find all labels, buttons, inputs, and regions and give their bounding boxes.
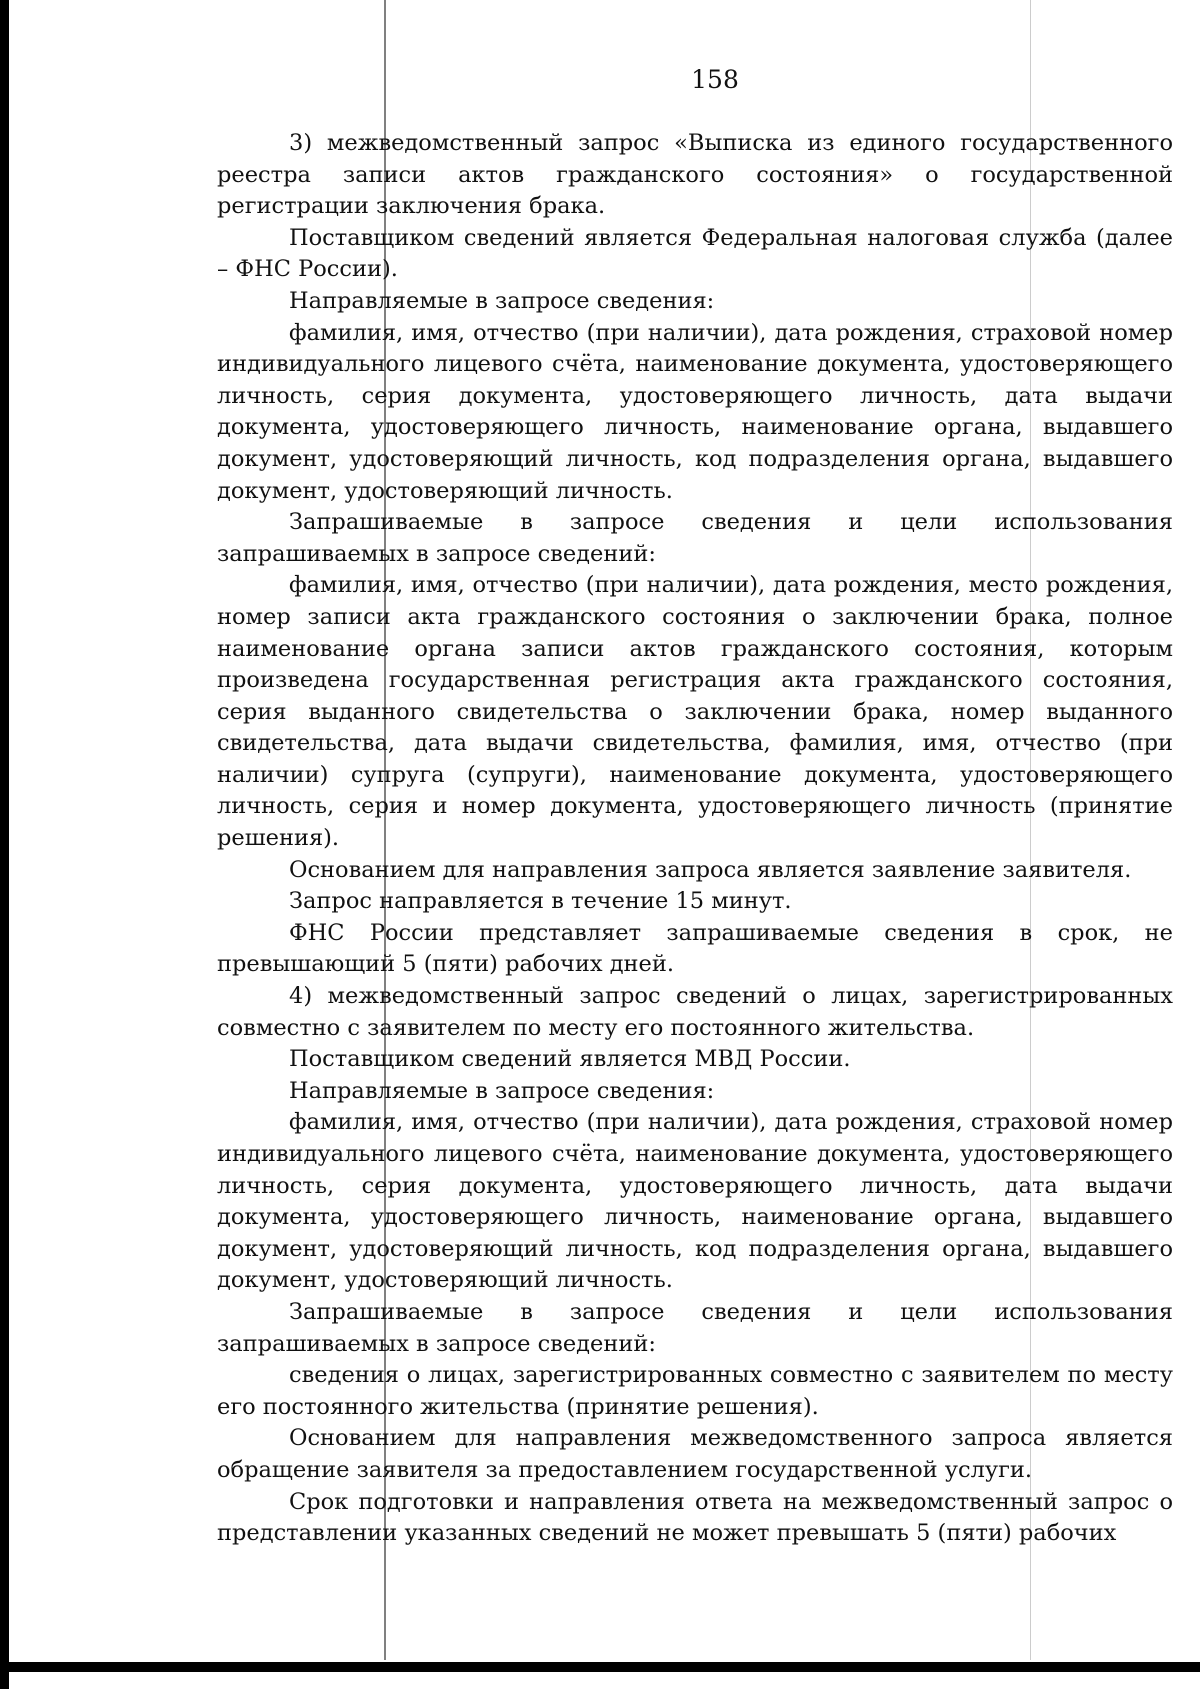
paragraph: фамилия, имя, отчество (при наличии), дата рождения, страховой номер индивидуального лицевого счёта, наименование документа, удостоверяющего личность, серия документа, удостоверяющего личность, дата выдачи документа, удостоверяющего личность, наименование органа, выдавшего документ, удостоверяющий личность, код подразделения органа, выдавшего документ, удостоверяющий личность. [217,319,1173,504]
page-number: 158 [691,65,739,94]
paragraph: Поставщиком сведений является МВД России. [289,1046,851,1073]
paragraph: Запрос направляется в течение 15 минут. [289,888,792,915]
paragraph: Запрашиваемые в запросе сведения и цели использования запрашиваемых в запросе сведений: [217,509,1173,567]
paragraph: ФНС России представляет запрашиваемые сведения в срок, не превышающий 5 (пяти) рабочих дней. [217,919,1173,978]
paragraph: Основанием для направления межведомственного запроса является обращение заявителя за предоставлением государственной услуги. [217,1425,1173,1483]
paragraph: 3) межведомственный запрос «Выписка из единого государственного реестра записи актов гражданского состояния» о государственной регистрации заключения брака. [217,130,1173,220]
scan-edge-bottom [0,1662,1200,1672]
paragraph: Запрашиваемые в запросе сведения и цели использования запрашиваемых в запросе сведений: [217,1298,1173,1357]
paragraph: сведения о лицах, зарегистрированных совместно с заявителем по месту его постоянного жительства (принятие решения). [217,1362,1173,1420]
paragraph: фамилия, имя, отчество (при наличии), дата рождения, место рождения, номер записи акта гражданского состояния о заключении брака, полное наименование органа записи актов гражданского состояния, которым произведена государственная регистрация акта гражданского состояния, серия выданного свидетельства о заключении брака, номер выданного свидетельства, дата выдачи свидетельства, фамилия, имя, отчество (при наличии) супруга (супруги), наименование документа, удостоверяющего личность, серия и номер документа, удостоверяющего личность (принятие решения). [217,572,1173,852]
paragraph: Поставщиком сведений является Федеральная налоговая служба (далее – ФНС России). [217,224,1173,283]
paragraph: Направляемые в запросе сведения: [289,287,715,314]
scan-edge-left [0,0,9,1689]
paragraph: 4) межведомственный запрос сведений о лицах, зарегистрированных совместно с заявителем по месту его постоянного жительства. [217,983,1173,1041]
paragraph: Основанием для направления запроса является заявление заявителя. [289,856,1132,883]
paragraph: Направляемые в запросе сведения: [289,1077,715,1104]
paragraph: фамилия, имя, отчество (при наличии), дата рождения, страховой номер индивидуального лицевого счёта, наименование документа, удостоверяющего личность, серия документа, удостоверяющего личность, дата выдачи документа, удостоверяющего личность, наименование органа, выдавшего документ, удостоверяющий личность, код подразделения органа, выдавшего документ, удостоверяющий личность. [217,1109,1173,1294]
document-body [217,128,1173,1550]
paragraph: Срок подготовки и направления ответа на межведомственный запрос о представлении указанных сведений не может превышать 5 (пяти) рабочих [217,1488,1173,1547]
